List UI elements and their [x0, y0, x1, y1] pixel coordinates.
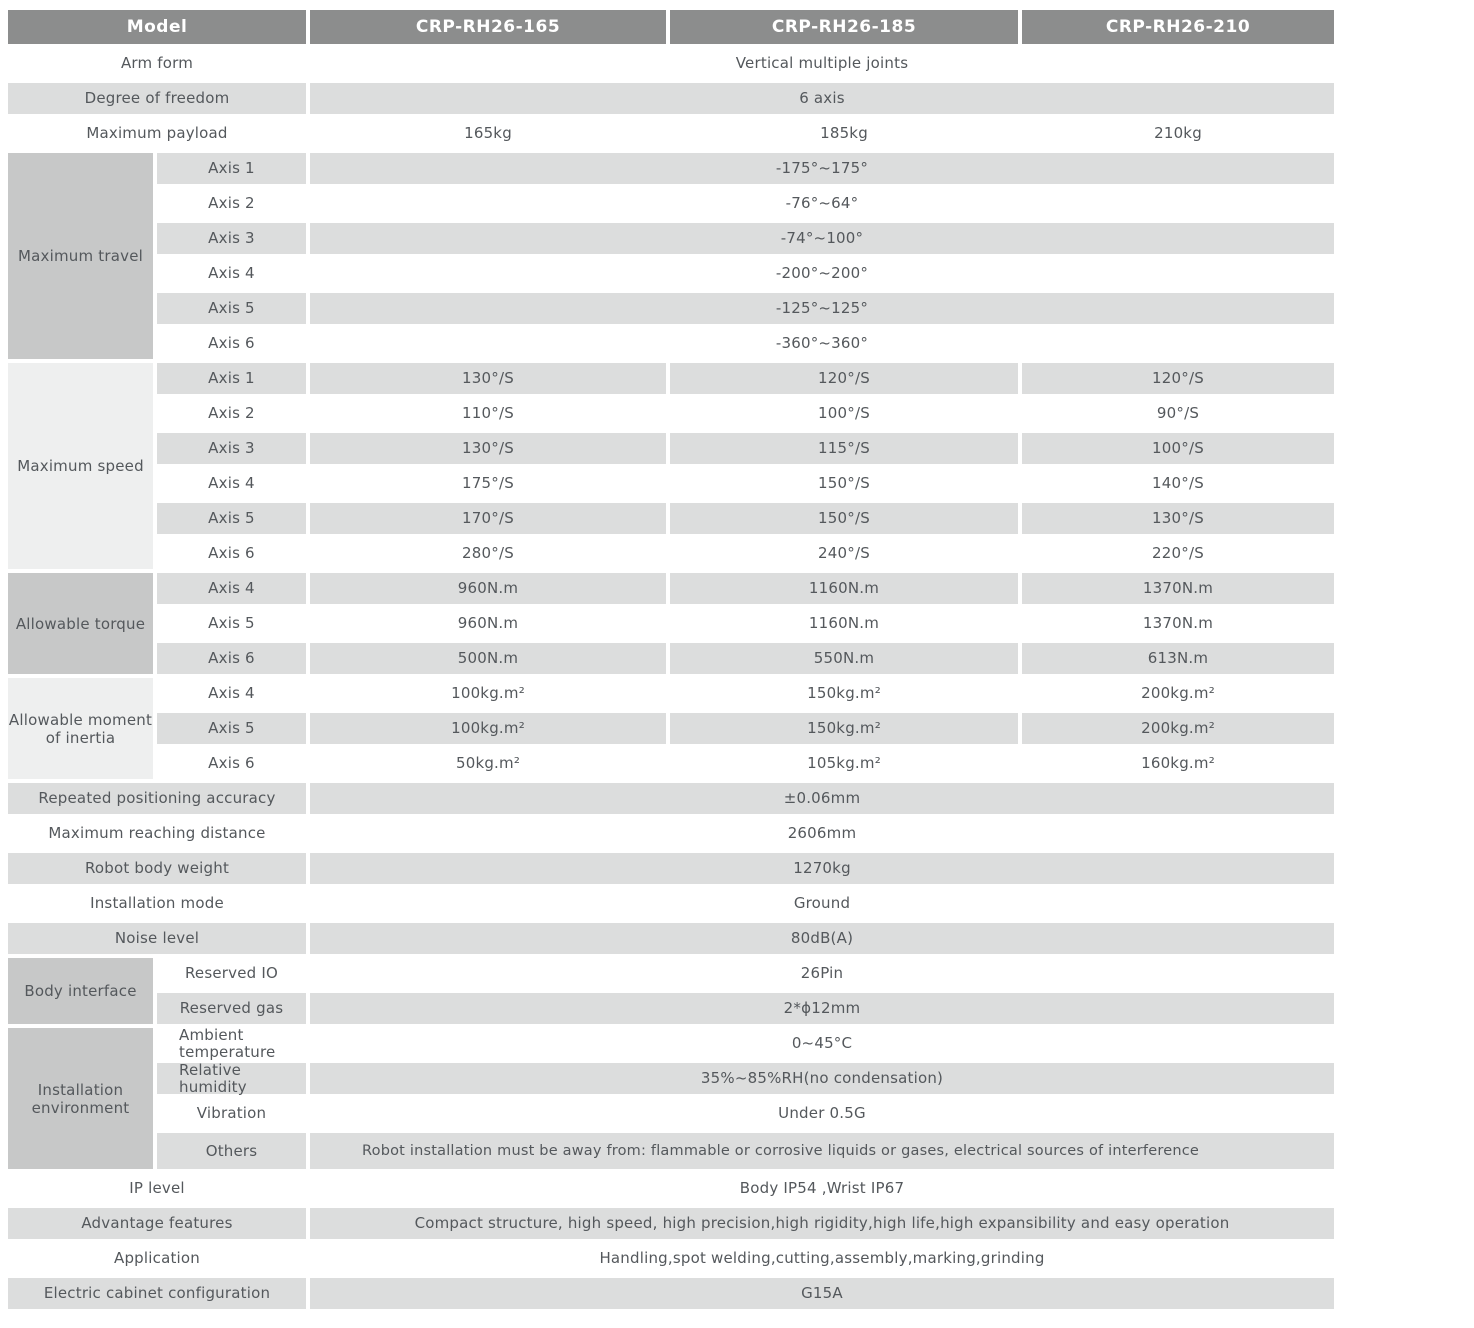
electric-cabinet-value: G15A: [310, 1278, 1334, 1309]
speed-axis-1-value-3: 120°/S: [1022, 363, 1334, 394]
travel-axis-1-label: Axis 1: [157, 153, 306, 184]
accuracy-value: ±0.06mm: [310, 783, 1334, 814]
spec-table: [8, 10, 1334, 1309]
speed-axis-6-value-1: 280°/S: [310, 538, 666, 569]
application-value: Handling,spot welding,cutting,assembly,marking,grinding: [310, 1243, 1334, 1274]
row-maximum-reaching-distance: [8, 818, 1334, 849]
speed-axis-4-value-2: 150°/S: [670, 468, 1018, 499]
inertia-axis-5-value-1: 100kg.m²: [310, 713, 666, 744]
table-row: [157, 328, 1334, 359]
allowable-inertia-rows: [157, 678, 1334, 779]
table-header-row: [8, 10, 1334, 44]
row-installation-mode: [8, 888, 1334, 919]
ambient-temperature-label: Ambient temperature: [157, 1028, 306, 1059]
header-model-label: Model: [8, 10, 306, 44]
reserved-gas-label: Reserved gas: [157, 993, 306, 1024]
header-model-3: CRP-RH26-210: [1022, 10, 1334, 44]
maximum-payload-label: Maximum payload: [8, 118, 306, 149]
speed-axis-4-label: Axis 4: [157, 468, 306, 499]
body-interface-group-label: Body interface: [8, 958, 153, 1024]
maximum-travel-group-label: Maximum travel: [8, 153, 153, 359]
table-row: [157, 363, 1334, 394]
table-row: [157, 258, 1334, 289]
table-row: [157, 573, 1334, 604]
speed-axis-3-label: Axis 3: [157, 433, 306, 464]
table-row: [157, 713, 1334, 744]
weight-value: 1270kg: [310, 853, 1334, 884]
row-robot-body-weight: [8, 853, 1334, 884]
speed-axis-3-value-1: 130°/S: [310, 433, 666, 464]
section-maximum-speed: [8, 363, 1334, 569]
degree-of-freedom-value: 6 axis: [310, 83, 1334, 114]
torque-axis-6-label: Axis 6: [157, 643, 306, 674]
inertia-axis-6-value-1: 50kg.m²: [310, 748, 666, 779]
vibration-value: Under 0.5G: [310, 1098, 1334, 1129]
noise-level-label: Noise level: [8, 923, 306, 954]
row-repeated-positioning-accuracy: [8, 783, 1334, 814]
speed-axis-5-value-3: 130°/S: [1022, 503, 1334, 534]
torque-axis-5-value-2: 1160N.m: [670, 608, 1018, 639]
travel-axis-6-value: -360°~360°: [310, 328, 1334, 359]
table-row: [157, 398, 1334, 429]
row-noise-level: [8, 923, 1334, 954]
table-row: [157, 503, 1334, 534]
section-body-interface: [8, 958, 1334, 1024]
others-value: Robot installation must be away from: flammable or corrosive liquids or gases, electrical sources of interference: [310, 1133, 1334, 1169]
table-row: [157, 1060, 1334, 1096]
ip-level-value: Body IP54 ,Wrist IP67: [310, 1173, 1334, 1204]
table-row: [157, 1133, 1334, 1169]
table-row: [157, 643, 1334, 674]
travel-axis-3-label: Axis 3: [157, 223, 306, 254]
travel-axis-6-label: Axis 6: [157, 328, 306, 359]
torque-axis-4-label: Axis 4: [157, 573, 306, 604]
maximum-speed-group-label: Maximum speed: [8, 363, 153, 569]
relative-humidity-label: Relative humidity: [157, 1063, 306, 1094]
speed-axis-2-label: Axis 2: [157, 398, 306, 429]
row-degree-of-freedom: [8, 83, 1334, 114]
application-label: Application: [8, 1243, 306, 1274]
table-row: [157, 538, 1334, 569]
inertia-axis-4-value-3: 200kg.m²: [1022, 678, 1334, 709]
table-row: [157, 433, 1334, 464]
inertia-axis-6-label: Axis 6: [157, 748, 306, 779]
row-arm-form: [8, 48, 1334, 79]
allowable-torque-rows: [157, 573, 1334, 674]
torque-axis-5-label: Axis 5: [157, 608, 306, 639]
installation-mode-label: Installation mode: [8, 888, 306, 919]
table-row: [157, 468, 1334, 499]
inertia-axis-5-value-3: 200kg.m²: [1022, 713, 1334, 744]
ambient-temperature-value: 0~45°C: [310, 1028, 1334, 1059]
table-row: [157, 1098, 1334, 1129]
inertia-axis-4-value-1: 100kg.m²: [310, 678, 666, 709]
weight-label: Robot body weight: [8, 853, 306, 884]
speed-axis-6-value-3: 220°/S: [1022, 538, 1334, 569]
speed-axis-3-value-3: 100°/S: [1022, 433, 1334, 464]
maximum-travel-rows: [157, 153, 1334, 359]
travel-axis-2-label: Axis 2: [157, 188, 306, 219]
section-maximum-travel: [8, 153, 1334, 359]
speed-axis-5-value-2: 150°/S: [670, 503, 1018, 534]
inertia-axis-4-value-2: 150kg.m²: [670, 678, 1018, 709]
speed-axis-2-value-3: 90°/S: [1022, 398, 1334, 429]
torque-axis-5-value-1: 960N.m: [310, 608, 666, 639]
advantage-features-label: Advantage features: [8, 1208, 306, 1239]
row-application: [8, 1243, 1334, 1274]
degree-of-freedom-label: Degree of freedom: [8, 83, 306, 114]
ip-level-label: IP level: [8, 1173, 306, 1204]
header-model-2: CRP-RH26-185: [670, 10, 1018, 44]
speed-axis-1-label: Axis 1: [157, 363, 306, 394]
advantage-features-value: Compact structure, high speed, high precision,high rigidity,high life,high expansibility and easy operation: [310, 1208, 1334, 1239]
table-row: [157, 993, 1334, 1024]
section-allowable-moment-of-inertia: [8, 678, 1334, 779]
electric-cabinet-label: Electric cabinet configuration: [8, 1278, 306, 1309]
reserved-gas-value: 2*ϕ12mm: [310, 993, 1334, 1024]
table-row: [157, 958, 1334, 989]
arm-form-value: Vertical multiple joints: [310, 48, 1334, 79]
torque-axis-5-value-3: 1370N.m: [1022, 608, 1334, 639]
torque-axis-6-value-3: 613N.m: [1022, 643, 1334, 674]
speed-axis-4-value-1: 175°/S: [310, 468, 666, 499]
vibration-label: Vibration: [157, 1098, 306, 1129]
speed-axis-5-value-1: 170°/S: [310, 503, 666, 534]
speed-axis-4-value-3: 140°/S: [1022, 468, 1334, 499]
allowable-torque-group-label: Allowable torque: [8, 573, 153, 674]
inertia-axis-6-value-3: 160kg.m²: [1022, 748, 1334, 779]
torque-axis-6-value-1: 500N.m: [310, 643, 666, 674]
travel-axis-5-value: -125°~125°: [310, 293, 1334, 324]
others-label: Others: [157, 1133, 306, 1169]
speed-axis-2-value-2: 100°/S: [670, 398, 1018, 429]
maximum-speed-rows: [157, 363, 1334, 569]
reserved-io-value: 26Pin: [310, 958, 1334, 989]
torque-axis-4-value-3: 1370N.m: [1022, 573, 1334, 604]
torque-axis-6-value-2: 550N.m: [670, 643, 1018, 674]
table-row: [157, 223, 1334, 254]
torque-axis-4-value-1: 960N.m: [310, 573, 666, 604]
inertia-axis-4-label: Axis 4: [157, 678, 306, 709]
inertia-axis-5-value-2: 150kg.m²: [670, 713, 1018, 744]
travel-axis-4-value: -200°~200°: [310, 258, 1334, 289]
speed-axis-2-value-1: 110°/S: [310, 398, 666, 429]
section-installation-environment: [8, 1025, 1334, 1169]
reserved-io-label: Reserved IO: [157, 958, 306, 989]
row-advantage-features: [8, 1208, 1334, 1239]
allowable-inertia-group-label: Allowable moment of inertia: [8, 678, 153, 779]
table-row: [157, 748, 1334, 779]
section-allowable-torque: [8, 573, 1334, 674]
speed-axis-1-value-1: 130°/S: [310, 363, 666, 394]
speed-axis-6-value-2: 240°/S: [670, 538, 1018, 569]
travel-axis-4-label: Axis 4: [157, 258, 306, 289]
speed-axis-5-label: Axis 5: [157, 503, 306, 534]
table-row: [157, 153, 1334, 184]
installation-environment-rows: [157, 1025, 1334, 1169]
table-row: [157, 608, 1334, 639]
speed-axis-1-value-2: 120°/S: [670, 363, 1018, 394]
arm-form-label: Arm form: [8, 48, 306, 79]
table-row: [157, 1025, 1334, 1061]
travel-axis-2-value: -76°~64°: [310, 188, 1334, 219]
maximum-payload-value-1: 165kg: [310, 118, 666, 149]
travel-axis-1-value: -175°~175°: [310, 153, 1334, 184]
row-electric-cabinet-configuration: [8, 1278, 1334, 1309]
relative-humidity-value: 35%~85%RH(no condensation): [310, 1063, 1334, 1094]
inertia-axis-6-value-2: 105kg.m²: [670, 748, 1018, 779]
torque-axis-4-value-2: 1160N.m: [670, 573, 1018, 604]
row-ip-level: [8, 1173, 1334, 1204]
noise-level-value: 80dB(A): [310, 923, 1334, 954]
installation-environment-group-label: Installation environment: [8, 1028, 153, 1169]
reach-value: 2606mm: [310, 818, 1334, 849]
inertia-axis-5-label: Axis 5: [157, 713, 306, 744]
row-maximum-payload: [8, 118, 1334, 149]
table-row: [157, 293, 1334, 324]
table-row: [157, 678, 1334, 709]
speed-axis-6-label: Axis 6: [157, 538, 306, 569]
installation-mode-value: Ground: [310, 888, 1334, 919]
body-interface-rows: [157, 958, 1334, 1024]
maximum-payload-value-2: 185kg: [670, 118, 1018, 149]
table-row: [157, 188, 1334, 219]
accuracy-label: Repeated positioning accuracy: [8, 783, 306, 814]
travel-axis-5-label: Axis 5: [157, 293, 306, 324]
speed-axis-3-value-2: 115°/S: [670, 433, 1018, 464]
reach-label: Maximum reaching distance: [8, 818, 306, 849]
header-model-1: CRP-RH26-165: [310, 10, 666, 44]
maximum-payload-value-3: 210kg: [1022, 118, 1334, 149]
travel-axis-3-value: -74°~100°: [310, 223, 1334, 254]
